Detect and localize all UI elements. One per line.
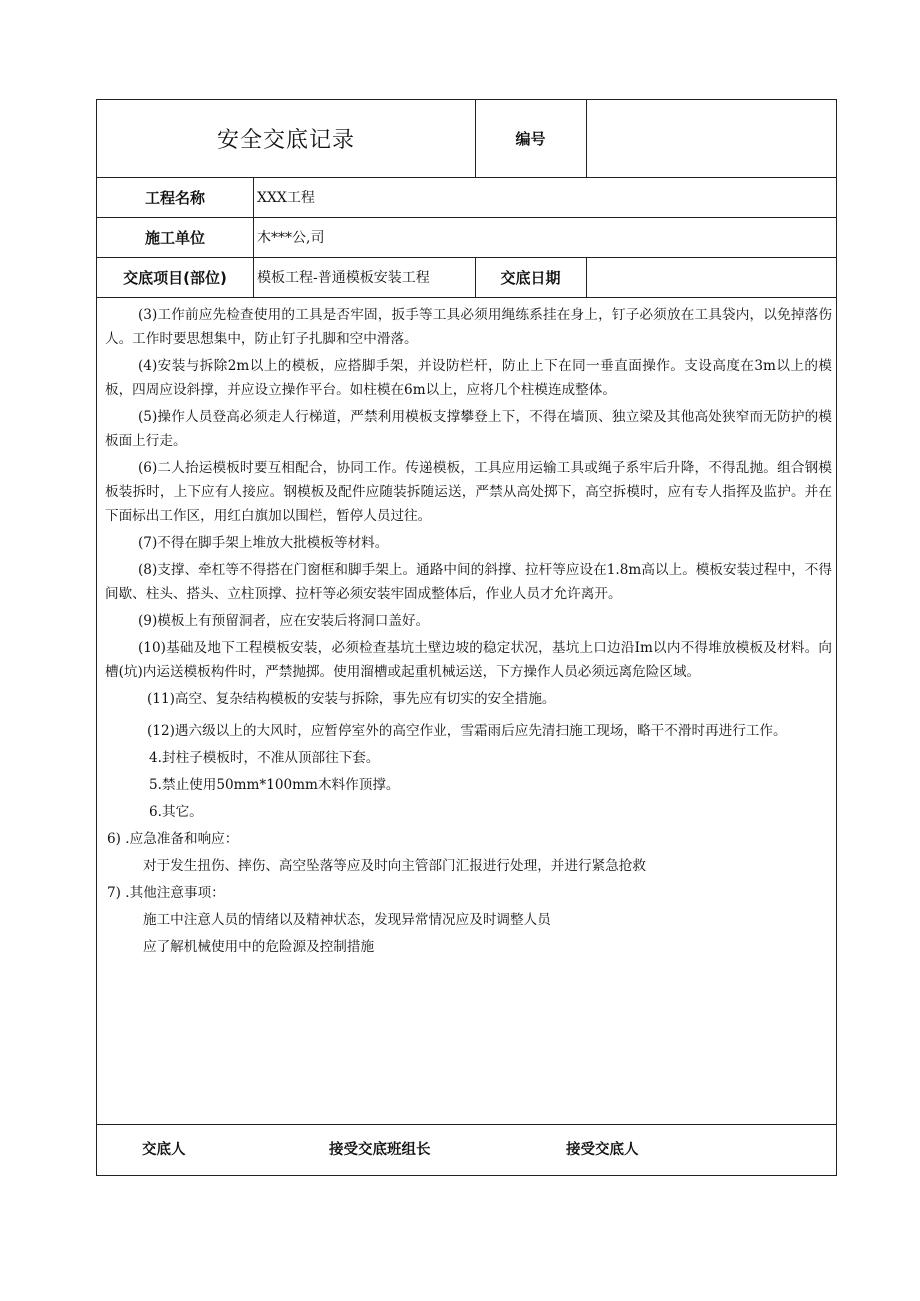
date-label: 交底日期 <box>500 268 561 287</box>
content-paragraph: (8)支撑、牵杠等不得搭在门窗框和脚手架上。通路中间的斜撑、拉杆等应设在1.8m高以上。模板安装过程中，不得间歇、柱头、搭头、立柱顶撑、拉杆等必须安装牢固成整体后，作业人员才允许离开。 <box>105 562 832 602</box>
discloser-signature-label: 交底人 <box>142 1142 186 1158</box>
section-text: 应了解机械使用中的危险源及控制措施 <box>143 939 375 955</box>
row-divider <box>97 1124 836 1125</box>
content-paragraph: (7)不得在脚手架上堆放大批模板等材料。 <box>138 535 389 551</box>
number-label: 编号 <box>515 130 546 148</box>
item-value: 模板工程-普通模板安装工程 <box>257 270 430 286</box>
content-paragraph: (6)二人抬运模板时要互相配合，协同工作。传递模板，工具应用运输工具或绳子系牢后升降，不得乱抛。组合钢模板装拆时，上下应有人接应。钢模板及配件应随装拆随运送，严禁从高处掷下，高空拆模时，应有专人指挥及监护。并在下面标出工作区，用红白旗加以围栏，暂停人员过往。 <box>105 460 832 524</box>
team-leader-signature-label: 接受交底班组长 <box>329 1142 431 1158</box>
section-text: 施工中注意人员的情绪以及精神状态，发现异常情况应及时调整人员 <box>143 912 551 928</box>
section-heading: 7) .其他注意事项： <box>107 885 225 901</box>
content-paragraph: (5)操作人员登高必须走人行梯道，严禁利用模板支撑攀登上下，不得在墙顶、独立梁及其他高处狭窄而无防护的模板面上行走。 <box>105 409 832 449</box>
section-heading: 6) .应急准备和响应： <box>107 831 239 847</box>
content-paragraph: (4)安装与拆除2m以上的模板，应搭脚手架，并设防栏杆，防止上下在同一垂直面操作。支设高度在3m以上的模板，四周应设斜撑，并应设立操作平台。如柱模在6m以上，应将几个柱模连成整体。 <box>105 358 832 398</box>
content-paragraph: (11)高空、复杂结构模板的安装与拆除，事先应有切实的安全措施。 <box>147 691 556 707</box>
contractor-label: 施工单位 <box>144 228 205 247</box>
section-text: 对于发生扭伤、摔伤、高空坠落等应及时向主管部门汇报进行处理，并进行紧急抢救 <box>143 858 646 874</box>
content-paragraph: (12)遇六级以上的大风时，应暂停室外的高空作业，雪霜雨后应先清扫施工现场，略干不滑时再进行工作。 <box>147 723 787 739</box>
content-paragraph: (10)基础及地下工程模板安装，必须检查基坑土壁边坡的稳定状况，基坑上口边沿Im以内不得堆放模板及材料。向槽(坑)内运送模板构件时，严禁抛掷。使用溜槽或起重机械运送，下方操作人员必须远离危险区域。 <box>105 640 832 680</box>
item-label: 交底项目(部位) <box>123 268 227 287</box>
date-value <box>586 257 838 297</box>
project-name-value: XXX工程 <box>257 190 315 206</box>
contractor-value: 木***公,司 <box>257 230 325 246</box>
content-item: 4.封柱子模板时，不准从顶部往下套。 <box>149 750 380 766</box>
content-item: 6.其它。 <box>149 804 203 820</box>
number-value <box>586 100 838 177</box>
page-title: 安全交底记录 <box>216 128 355 153</box>
disclosure-content <box>97 298 838 1124</box>
project-name-label: 工程名称 <box>144 188 205 207</box>
content-paragraph: (9)模板上有预留洞者，应在安装后将洞口盖好。 <box>138 613 430 629</box>
content-paragraph: (3)工作前应先检查使用的工具是否牢固，扳手等工具必须用绳练系挂在身上，钉子必须放在工具袋内，以免掉落伤人。工作时要思想集中，防止钉子扎脚和空中滑落。 <box>105 307 832 347</box>
content-item: 5.禁止使用50mm*100mm木料作顶撑。 <box>149 777 400 793</box>
safety-disclosure-form <box>96 99 837 1176</box>
receiver-signature-label: 接受交底人 <box>566 1142 639 1158</box>
